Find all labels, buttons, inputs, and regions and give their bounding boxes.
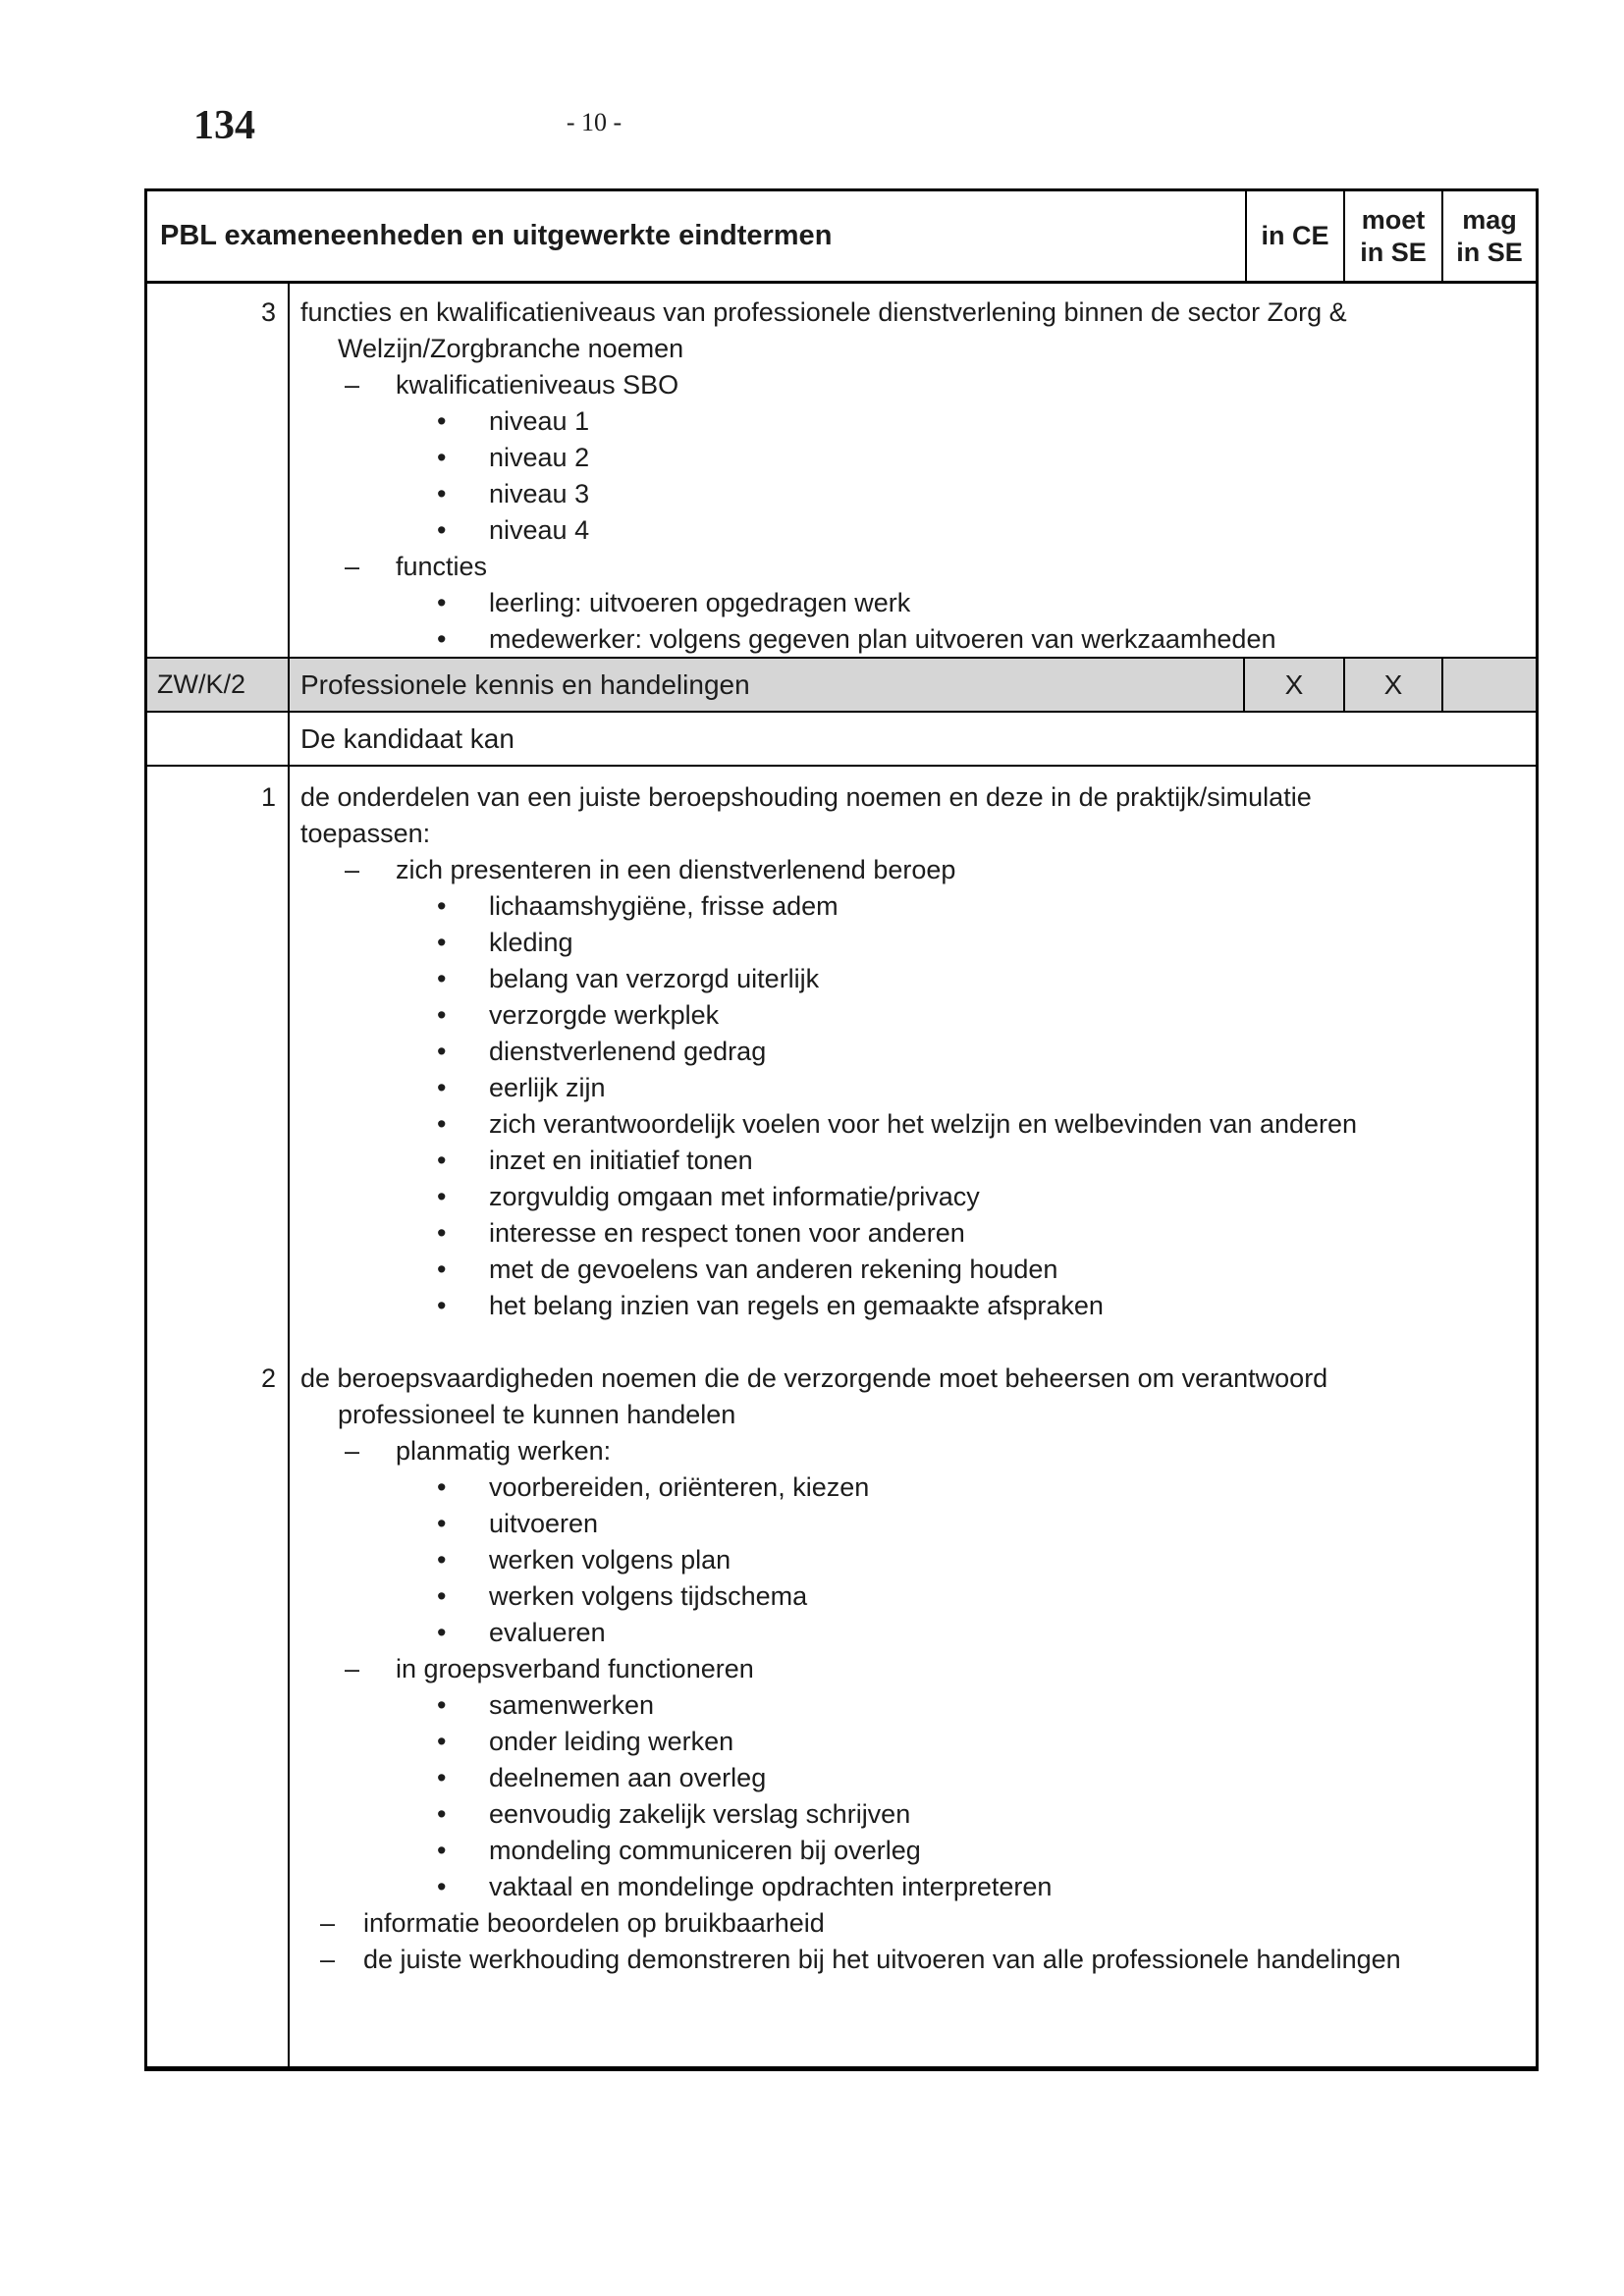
outline-line-text: onder leiding werken — [489, 1727, 734, 1756]
outline-line-text: functies — [396, 552, 488, 581]
outline-line-text: zich presenteren in een dienstverlenend beroep — [396, 855, 956, 884]
outline-line-text: voorbereiden, oriënteren, kiezen — [489, 1472, 870, 1502]
outline-line-text: zorgvuldig omgaan met informatie/privacy — [489, 1182, 980, 1211]
eindtermen-table — [144, 188, 1539, 2071]
outline-line — [290, 440, 1528, 476]
outline-line-text: niveau 4 — [489, 515, 590, 545]
outline-line-text: met de gevoelens van anderen rekening houden — [489, 1255, 1058, 1284]
bullet-marker: • — [437, 1581, 447, 1611]
outline-line — [290, 403, 1528, 440]
outline-line — [290, 1869, 1528, 1905]
outline-line — [290, 888, 1528, 925]
bullet-marker: • — [437, 1109, 447, 1139]
outline-line-text: niveau 2 — [489, 443, 590, 472]
page-center-number: - 10 - — [566, 108, 623, 136]
table-header-row — [147, 191, 1536, 284]
exam-unit-code: ZW/K/2 — [147, 659, 290, 711]
bullet-marker: • — [437, 1509, 447, 1538]
column-header-moet-in-se: moet in SE — [1343, 191, 1441, 281]
eindterm-row-1 — [147, 767, 1536, 1361]
eindterm-row-2 — [147, 1361, 1536, 2066]
outline-line-text: medewerker: volgens gegeven plan uitvoeren van werkzaamheden — [489, 624, 1276, 654]
outline-line — [290, 997, 1528, 1034]
bullet-marker: • — [437, 1763, 447, 1792]
outline-line-text: Welzijn/Zorgbranche noemen — [338, 334, 684, 363]
in-ce-mark: X — [1284, 668, 1304, 700]
outline-line — [290, 512, 1528, 549]
dash-marker: – — [345, 1654, 360, 1683]
outline-line — [290, 1252, 1528, 1288]
outline-line — [290, 585, 1528, 621]
outline-line-text: het belang inzien van regels en gemaakte afspraken — [489, 1291, 1104, 1320]
outline-line-text: leerling: uitvoeren opgedragen werk — [489, 588, 911, 617]
bullet-marker: • — [437, 1037, 447, 1066]
outline-line-text: niveau 3 — [489, 479, 590, 508]
bullet-marker: • — [437, 891, 447, 921]
outline-line-text: de juiste werkhouding demonstreren bij het uitvoeren van alle professionele handelingen — [363, 1945, 1401, 1974]
outline-line — [290, 549, 1528, 585]
outline-line — [290, 331, 1528, 367]
outline-line-text: kleding — [489, 928, 573, 957]
bullet-marker: • — [437, 624, 447, 654]
outline-line-text: deelnemen aan overleg — [489, 1763, 767, 1792]
dash-marker: – — [345, 1436, 360, 1466]
outline-line — [290, 852, 1528, 888]
exam-unit-row — [147, 659, 1536, 713]
eindterm-row-3 — [147, 284, 1536, 659]
bullet-marker: • — [437, 1690, 447, 1720]
outline-line — [290, 1724, 1528, 1760]
outline-line-text: werken volgens tijdschema — [489, 1581, 808, 1611]
eindterm-number-label: 1 — [260, 782, 276, 812]
outline-line — [290, 367, 1528, 403]
empty-number-cell — [147, 713, 290, 765]
column-header-in-ce-label: in CE — [1261, 221, 1329, 250]
outline-line — [290, 1288, 1528, 1324]
bullet-marker: • — [437, 964, 447, 993]
bullet-marker: • — [437, 1255, 447, 1284]
bullet-marker: • — [437, 928, 447, 957]
eindterm-content — [290, 767, 1536, 1361]
outline-line — [290, 1469, 1528, 1506]
eindterm-number-label: 3 — [260, 297, 276, 327]
outline-line-text: evalueren — [489, 1618, 606, 1647]
outline-line — [290, 1215, 1528, 1252]
eindterm-number — [147, 1361, 290, 2066]
outline-line-text: eerlijk zijn — [489, 1073, 606, 1102]
outline-line-text: kwalificatieniveaus SBO — [396, 370, 679, 400]
outline-line — [290, 1833, 1528, 1869]
outline-line — [290, 621, 1528, 657]
exam-unit-title: Professionele kennis en handelingen — [290, 659, 1245, 711]
outline-line — [290, 925, 1528, 961]
outline-line-text: samenwerken — [489, 1690, 655, 1720]
dash-marker: – — [345, 370, 360, 400]
eindterm-number-label: 2 — [260, 1363, 276, 1393]
outline-line-text: toepassen: — [300, 819, 431, 848]
outline-line — [290, 779, 1528, 816]
bullet-marker: • — [437, 1799, 447, 1829]
mag-in-se-mark — [1441, 659, 1536, 711]
outline-line-text: informatie beoordelen op bruikbaarheid — [363, 1908, 825, 1938]
bullet-marker: • — [437, 1836, 447, 1865]
outline-line — [290, 1361, 1528, 1397]
outline-line-text: mondeling communiceren bij overleg — [489, 1836, 921, 1865]
outline-line-text: professioneel te kunnen handelen — [338, 1400, 736, 1429]
outline-line — [290, 816, 1528, 852]
outline-line — [290, 1760, 1528, 1796]
dash-marker: – — [320, 1945, 336, 1974]
outline-line — [290, 1070, 1528, 1106]
outline-line-text: werken volgens plan — [489, 1545, 731, 1575]
outline-line-text: zich verantwoordelijk voelen voor het welzijn en welbevinden van anderen — [489, 1109, 1358, 1139]
outline-line-text: lichaamshygiëne, frisse adem — [489, 891, 839, 921]
outline-line-text: inzet en initiatief tonen — [489, 1146, 753, 1175]
kandidaat-row — [147, 713, 1536, 767]
outline-line — [290, 1034, 1528, 1070]
bullet-marker: • — [437, 1146, 447, 1175]
outline-line — [290, 1143, 1528, 1179]
bullet-marker: • — [437, 1872, 447, 1901]
bullet-marker: • — [437, 588, 447, 617]
bullet-marker: • — [437, 1218, 447, 1248]
eindterm-content — [290, 284, 1536, 657]
outline-line — [290, 1578, 1528, 1615]
moet-in-se-mark: X — [1343, 659, 1441, 711]
outline-line-text: uitvoeren — [489, 1509, 599, 1538]
outline-line — [290, 1651, 1528, 1687]
table-title: PBL exameneenheden en uitgewerkte eindtermen — [160, 220, 833, 251]
column-header-in-ce — [1245, 191, 1343, 281]
dash-marker: – — [345, 552, 360, 581]
outline-line-text: verzorgde werkplek — [489, 1000, 720, 1030]
page-corner-number: 134 — [193, 103, 255, 148]
bullet-marker: • — [437, 1727, 447, 1756]
bullet-marker: • — [437, 1545, 447, 1575]
outline-line — [290, 294, 1528, 331]
table-body — [147, 284, 1536, 2066]
outline-line — [290, 1905, 1528, 1942]
outline-line — [290, 1615, 1528, 1651]
eindterm-number — [147, 767, 290, 1361]
outline-line — [290, 476, 1528, 512]
outline-line — [290, 1506, 1528, 1542]
outline-line-text: planmatig werken: — [396, 1436, 612, 1466]
outline-line-text: functies en kwalificatieniveaus van professionele dienstverlening binnen de sector Zorg & — [300, 297, 1347, 327]
dash-marker: – — [320, 1908, 336, 1938]
column-header-mag-in-se: mag in SE — [1441, 191, 1536, 281]
outline-line-text: interesse en respect tonen voor anderen — [489, 1218, 965, 1248]
outline-line-text: dienstverlenend gedrag — [489, 1037, 767, 1066]
bullet-marker: • — [437, 443, 447, 472]
bullet-marker: • — [437, 1618, 447, 1647]
dash-marker: – — [345, 855, 360, 884]
outline-line-text: belang van verzorgd uiterlijk — [489, 964, 820, 993]
bullet-marker: • — [437, 406, 447, 436]
outline-line — [290, 1179, 1528, 1215]
bullet-marker: • — [437, 1472, 447, 1502]
bullet-marker: • — [437, 479, 447, 508]
bullet-marker: • — [437, 1291, 447, 1320]
outline-line-text: niveau 1 — [489, 406, 590, 436]
outline-line — [290, 1397, 1528, 1433]
bullet-marker: • — [437, 1182, 447, 1211]
outline-line-text: eenvoudig zakelijk verslag schrijven — [489, 1799, 911, 1829]
outline-line-text: de beroepsvaardigheden noemen die de verzorgende moet beheersen om verantwoord — [300, 1363, 1328, 1393]
kandidaat-text: De kandidaat kan — [300, 723, 514, 754]
eindterm-number — [147, 284, 290, 657]
bullet-marker: • — [437, 1073, 447, 1102]
outline-line — [290, 1687, 1528, 1724]
outline-line — [290, 1542, 1528, 1578]
outline-line — [290, 1796, 1528, 1833]
eindterm-content — [290, 1361, 1536, 2066]
outline-line-text: vaktaal en mondelinge opdrachten interpreteren — [489, 1872, 1053, 1901]
outline-line — [290, 1942, 1528, 1978]
outline-line-text: de onderdelen van een juiste beroepshouding noemen en deze in de praktijk/simulatie — [300, 782, 1312, 812]
bullet-marker: • — [437, 1000, 447, 1030]
outline-line — [290, 961, 1528, 997]
outline-line — [290, 1433, 1528, 1469]
bullet-marker: • — [437, 515, 447, 545]
outline-line — [290, 1106, 1528, 1143]
outline-line-text: in groepsverband functioneren — [396, 1654, 754, 1683]
